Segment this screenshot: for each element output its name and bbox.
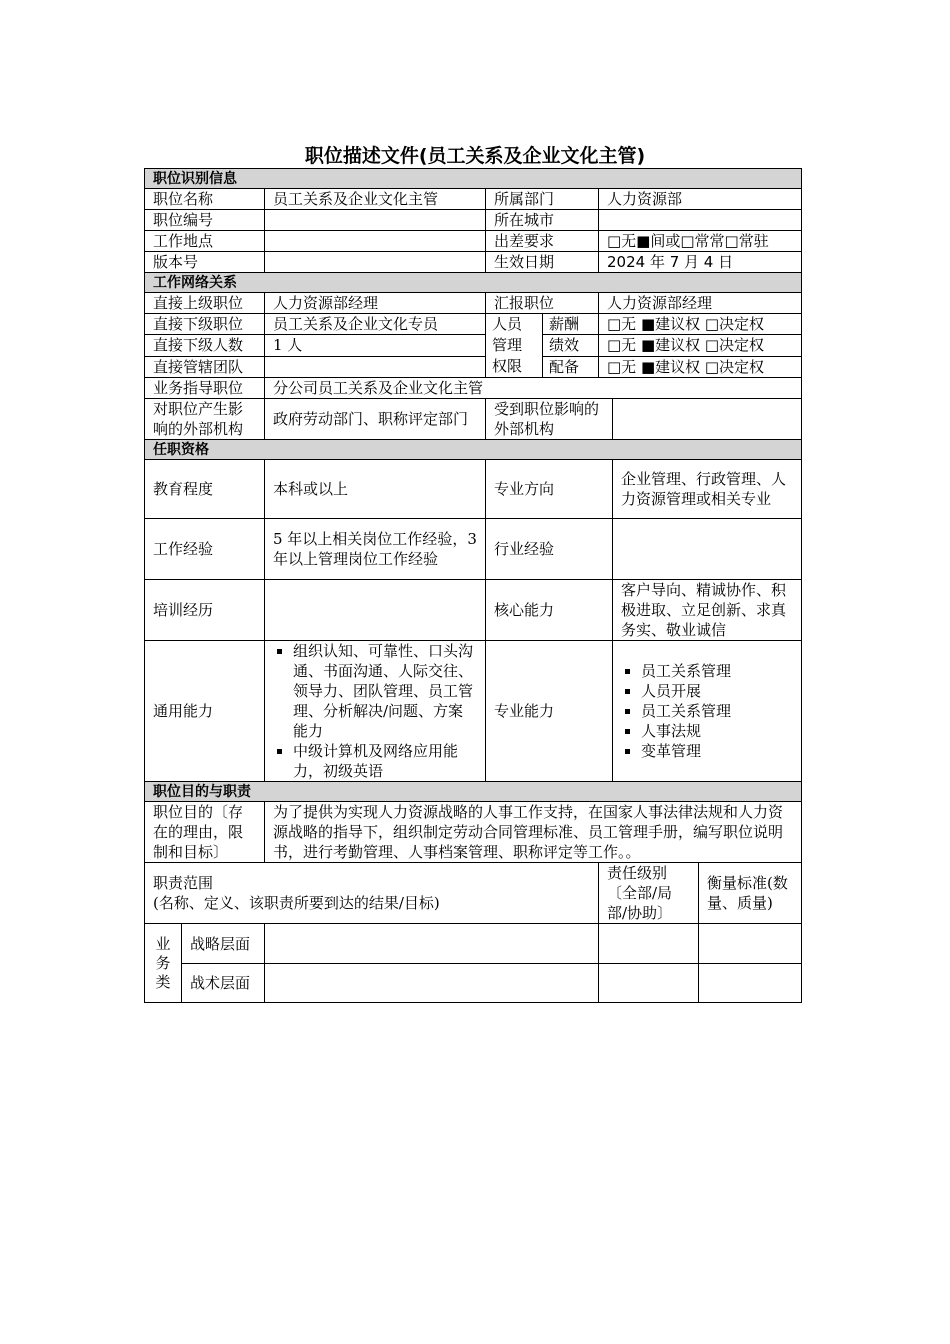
document-title: 职位描述文件(员工关系及企业文化主管) (304, 145, 646, 167)
tactical-label: 战术层面 (182, 964, 265, 1003)
job-description-table (144, 168, 802, 1003)
strategic-label: 战略层面 (182, 924, 265, 964)
performance-label: 绩效 (543, 335, 599, 356)
major-value: 企业管理、行政管理、人力资源管理或相关专业 (613, 460, 802, 519)
list-item: ▪ 人事法规 (641, 721, 793, 741)
strategic-level (599, 924, 699, 964)
education-label: 教育程度 (145, 460, 265, 519)
section-network: 工作网络关系 (145, 273, 802, 293)
tactical-scope (265, 964, 599, 1003)
professional-ability-label: 专业能力 (486, 641, 613, 782)
travel-label: 出差要求 (486, 231, 599, 252)
training-value (265, 580, 486, 641)
guidance-value: 分公司员工关系及企业文化主管 (265, 378, 802, 399)
level-subtitle: 〔全部/局部/协助〕 (607, 884, 673, 922)
level-label: 责任级别 (607, 864, 668, 882)
guidance-label: 业务指导职位 (145, 378, 265, 399)
purpose-value: 为了提供为实现人力资源战略的人事工作支持，在国家人事法律法规和人力资源战略的指导下，组织制定劳动合同管理标准、员工管理手册，编写职位说明书，进行考勤管理、人事档案管理、职称评定等工作。。 (265, 802, 802, 863)
business-label: 业务类 (145, 924, 182, 1003)
position-name-label: 职位名称 (145, 189, 265, 210)
work-location-label: 工作地点 (145, 231, 265, 252)
city-label: 所在城市 (486, 210, 599, 231)
list-item: ▪ 人员开展 (641, 681, 793, 701)
external-affect-label: 对职位产生影响的外部机构 (145, 399, 265, 440)
strategic-scope (265, 924, 599, 964)
strategic-measure (699, 924, 802, 964)
superior-value: 人力资源部经理 (265, 293, 486, 314)
list-item: ▪ 组织认知、可靠性、口头沟通、书面沟通、人际交往、领导力、团队管理、员工管理、分析解决/问题、方案能力 (293, 641, 477, 741)
external-affected-label: 受到职位影响的外部机构 (486, 399, 613, 440)
team-label: 直接管辖团队 (145, 356, 265, 377)
position-name-value: 员工关系及企业文化主管 (265, 189, 486, 210)
purpose-label: 职位目的〔存在的理由，限制和目标〕 (145, 802, 265, 863)
experience-label: 工作经验 (145, 519, 265, 580)
subordinate-count-value: 1 人 (265, 335, 486, 356)
industry-value (613, 519, 802, 580)
general-ability-value (265, 641, 486, 782)
performance-value: □无 ■建议权 □决定权 (599, 335, 802, 356)
staffing-label: 配备 (543, 356, 599, 377)
professional-ability-value (613, 641, 802, 782)
salary-label: 薪酬 (543, 314, 599, 335)
staffing-value: □无 ■建议权 □决定权 (599, 356, 802, 377)
tactical-level (599, 964, 699, 1003)
tactical-measure (699, 964, 802, 1003)
position-code-label: 职位编号 (145, 210, 265, 231)
education-value: 本科或以上 (265, 460, 486, 519)
list-item: ▪ 员工关系管理 (641, 661, 793, 681)
core-ability-value: 客户导向、精诚协作、积极进取、立足创新、求真务实、敬业诚信 (613, 580, 802, 641)
major-label: 专业方向 (486, 460, 613, 519)
version-value (265, 252, 486, 273)
department-value: 人力资源部 (599, 189, 802, 210)
list-item: ▪ 员工关系管理 (641, 701, 793, 721)
superior-label: 直接上级职位 (145, 293, 265, 314)
scope-subtitle: (名称、定义、该职责所要到达的结果/目标) (153, 894, 440, 912)
core-ability-label: 核心能力 (486, 580, 613, 641)
general-ability-list (273, 641, 477, 781)
measure-header: 衡量标准(数量、质量) (699, 863, 802, 924)
experience-value: 5 年以上相关岗位工作经验，3 年以上管理岗位工作经验 (265, 519, 486, 580)
general-ability-label: 通用能力 (145, 641, 265, 782)
travel-value: □无■间或□常常□常驻 (599, 231, 802, 252)
level-header (599, 863, 699, 924)
effective-date-label: 生效日期 (486, 252, 599, 273)
position-code-value (265, 210, 486, 231)
work-location-value (265, 231, 486, 252)
scope-label: 职责范围 (153, 874, 214, 892)
list-item: ▪ 中级计算机及网络应用能力，初级英语 (293, 741, 477, 781)
report-label: 汇报职位 (486, 293, 599, 314)
team-value (265, 356, 486, 377)
external-affected-value (613, 399, 802, 440)
subordinate-value: 员工关系及企业文化专员 (265, 314, 486, 335)
section-qualification: 任职资格 (145, 440, 802, 460)
report-value: 人力资源部经理 (599, 293, 802, 314)
subordinate-count-label: 直接下级人数 (145, 335, 265, 356)
subordinate-label: 直接下级职位 (145, 314, 265, 335)
effective-date-value: 2024 年 7 月 4 日 (599, 252, 802, 273)
salary-value: □无 ■建议权 □决定权 (599, 314, 802, 335)
professional-ability-list (621, 661, 793, 761)
version-label: 版本号 (145, 252, 265, 273)
section-identity: 职位识别信息 (145, 169, 802, 189)
industry-label: 行业经验 (486, 519, 613, 580)
department-label: 所属部门 (486, 189, 599, 210)
external-affect-value: 政府劳动部门、职称评定部门 (265, 399, 486, 440)
city-value (599, 210, 802, 231)
section-purpose: 职位目的与职责 (145, 782, 802, 802)
list-item: ▪ 变革管理 (641, 741, 793, 761)
scope-header (145, 863, 599, 924)
authority-label: 人员管理权限 (486, 314, 543, 378)
training-label: 培训经历 (145, 580, 265, 641)
